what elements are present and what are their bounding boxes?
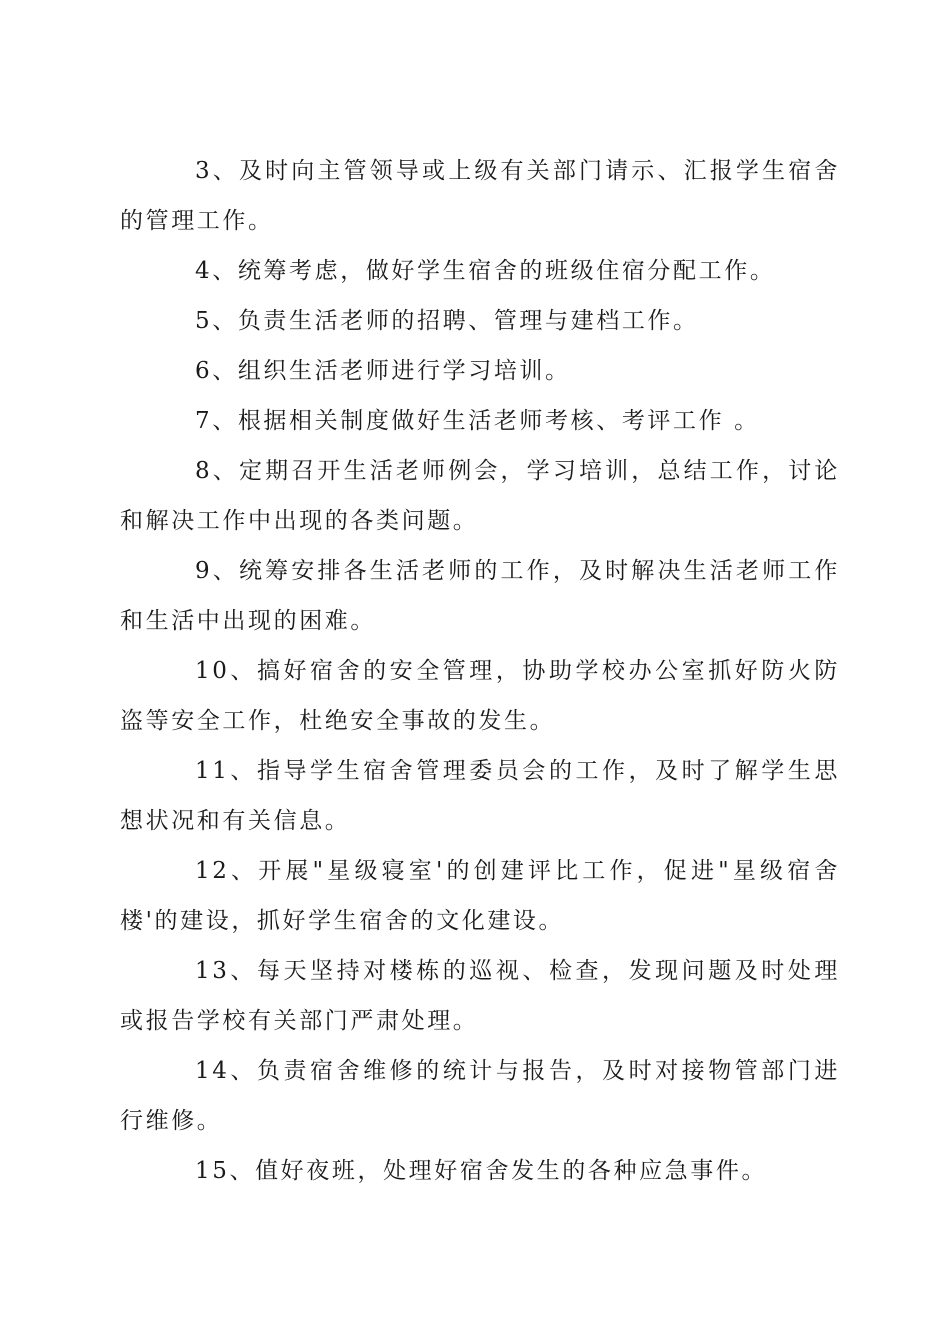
duty-item-7: 7、根据相关制度做好生活老师考核、考评工作 。 [195,408,760,434]
duty-item-6: 6、组织生活老师进行学习培训。 [195,358,571,384]
duty-item-11: 11、指导学生宿舍管理委员会的工作，及时了解学生思想状况和有关信息。 [120,758,840,834]
duty-item-4: 4、统筹考虑，做好学生宿舍的班级住宿分配工作。 [195,258,776,284]
duty-item-8: 8、定期召开生活老师例会，学习培训，总结工作，讨论和解决工作中出现的各类问题。 [120,458,840,534]
duty-item-14: 14、负责宿舍维修的统计与报告，及时对接物管部门进行维修。 [120,1058,840,1134]
duty-item-9: 9、统筹安排各生活老师的工作，及时解决生活老师工作和生活中出现的困难。 [120,558,840,634]
duty-item-12: 12、开展"星级寝室'的创建评比工作，促进"星级宿舍楼'的建设，抓好学生宿舍的文化建设。 [120,858,840,934]
document-body [120,146,840,1196]
duty-item-13: 13、每天坚持对楼栋的巡视、检查，发现问题及时处理或报告学校有关部门严肃处理。 [120,958,840,1034]
duty-item-5: 5、负责生活老师的招聘、管理与建档工作。 [195,308,699,334]
duty-item-15: 15、值好夜班，处理好宿舍发生的各种应急事件。 [195,1158,768,1184]
duty-item-3: 3、及时向主管领导或上级有关部门请示、汇报学生宿舍的管理工作。 [120,158,840,234]
duty-item-10: 10、搞好宿舍的安全管理，协助学校办公室抓好防火防盗等安全工作，杜绝安全事故的发生。 [120,658,840,734]
